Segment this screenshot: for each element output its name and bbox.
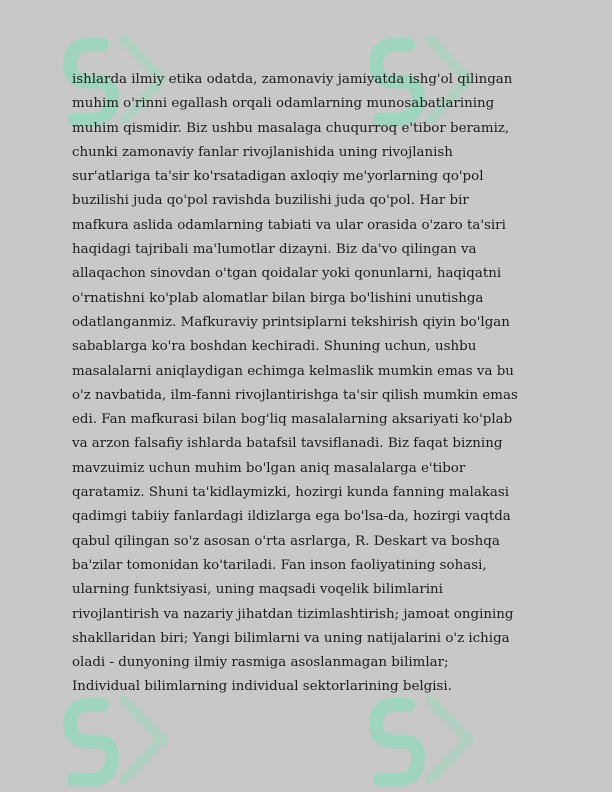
watermark-logo-icon <box>62 690 182 792</box>
text-line: sabablarga ko'ra boshdan kechiradi. Shuning uchun, ushbu <box>72 339 477 355</box>
body-paragraph <box>72 68 548 700</box>
text-line: muhim o'rinni egallash orqali odamlarning munosabatlarining <box>72 96 495 112</box>
text-line: qaratamiz. Shuni ta'kidlaymizki, hozirgi kunda fanning malakasi <box>72 485 510 501</box>
text-line: muhim qismidir. Biz ushbu masalaga chuqurroq e'tibor beramiz, <box>72 120 510 136</box>
text-line: ba'zilar tomonidan ko'tariladi. Fan inson faoliyatining sohasi, <box>72 557 487 573</box>
text-line: chunki zamonaviy fanlar rivojlanishida uning rivojlanish <box>72 144 453 160</box>
text-line: buzilishi juda qo'pol ravishda buzilishi juda qo'pol. Har bir <box>72 193 469 209</box>
text-line: haqidagi tajribali ma'lumotlar dizayni. Biz da'vo qilingan va <box>72 242 477 258</box>
text-line: mafkura aslida odamlarning tabiati va ular orasida o'zaro ta'siri <box>72 217 506 233</box>
text-line: masalalarni aniqlaydigan echimga kelmaslik mumkin emas va bu <box>72 363 514 379</box>
text-line: rivojlantirish va nazariy jihatdan tizimlashtirish; jamoat ongining <box>72 606 514 622</box>
text-line: sur'atlariga ta'sir ko'rsatadigan axloqiy me'yorlarning qo'pol <box>72 169 484 185</box>
text-line: va arzon falsafiy ishlarda batafsil tavsiflanadi. Biz faqat bizning <box>72 436 503 452</box>
text-line: qadimgi tabiiy fanlardagi ildizlarga ega bo'lsa-da, hozirgi vaqtda <box>72 509 511 525</box>
text-line: o'z navbatida, ilm-fanni rivojlantirishga ta'sir qilish mumkin emas <box>72 387 518 403</box>
text-line: ularning funktsiyasi, uning maqsadi voqelik bilimlarini <box>72 582 443 598</box>
text-line: oladi - dunyoning ilmiy rasmiga asoslanmagan bilimlar; <box>72 655 449 671</box>
text-line: mavzuimiz uchun muhim bo'lgan aniq masalalarga e'tibor <box>72 460 466 476</box>
text-line: shakllaridan biri; Yangi bilimlarni va uning natijalarini o'z ichiga <box>72 630 510 646</box>
text-line: ishlarda ilmiy etika odatda, zamonaviy jamiyatda ishg'ol qilingan <box>72 72 513 87</box>
text-line: o'rnatishni ko'plab alomatlar bilan birga bo'lishini unutishga <box>72 290 484 306</box>
text-line: qabul qilingan so'z asosan o'rta asrlarga, R. Deskart va boshqa <box>72 533 500 549</box>
text-line: allaqachon sinovdan o'tgan qoidalar yoki qonunlarni, haqiqatni <box>72 266 502 282</box>
text-line: Individual bilimlarning individual sektorlarining belgisi. <box>72 679 452 695</box>
text-line: odatlanganmiz. Mafkuraviy printsiplarni tekshirish qiyin bo'lgan <box>72 314 510 330</box>
watermark-logo-icon <box>368 690 488 792</box>
text-line: edi. Fan mafkurasi bilan bog'liq masalalarning aksariyati ko'plab <box>72 412 513 428</box>
